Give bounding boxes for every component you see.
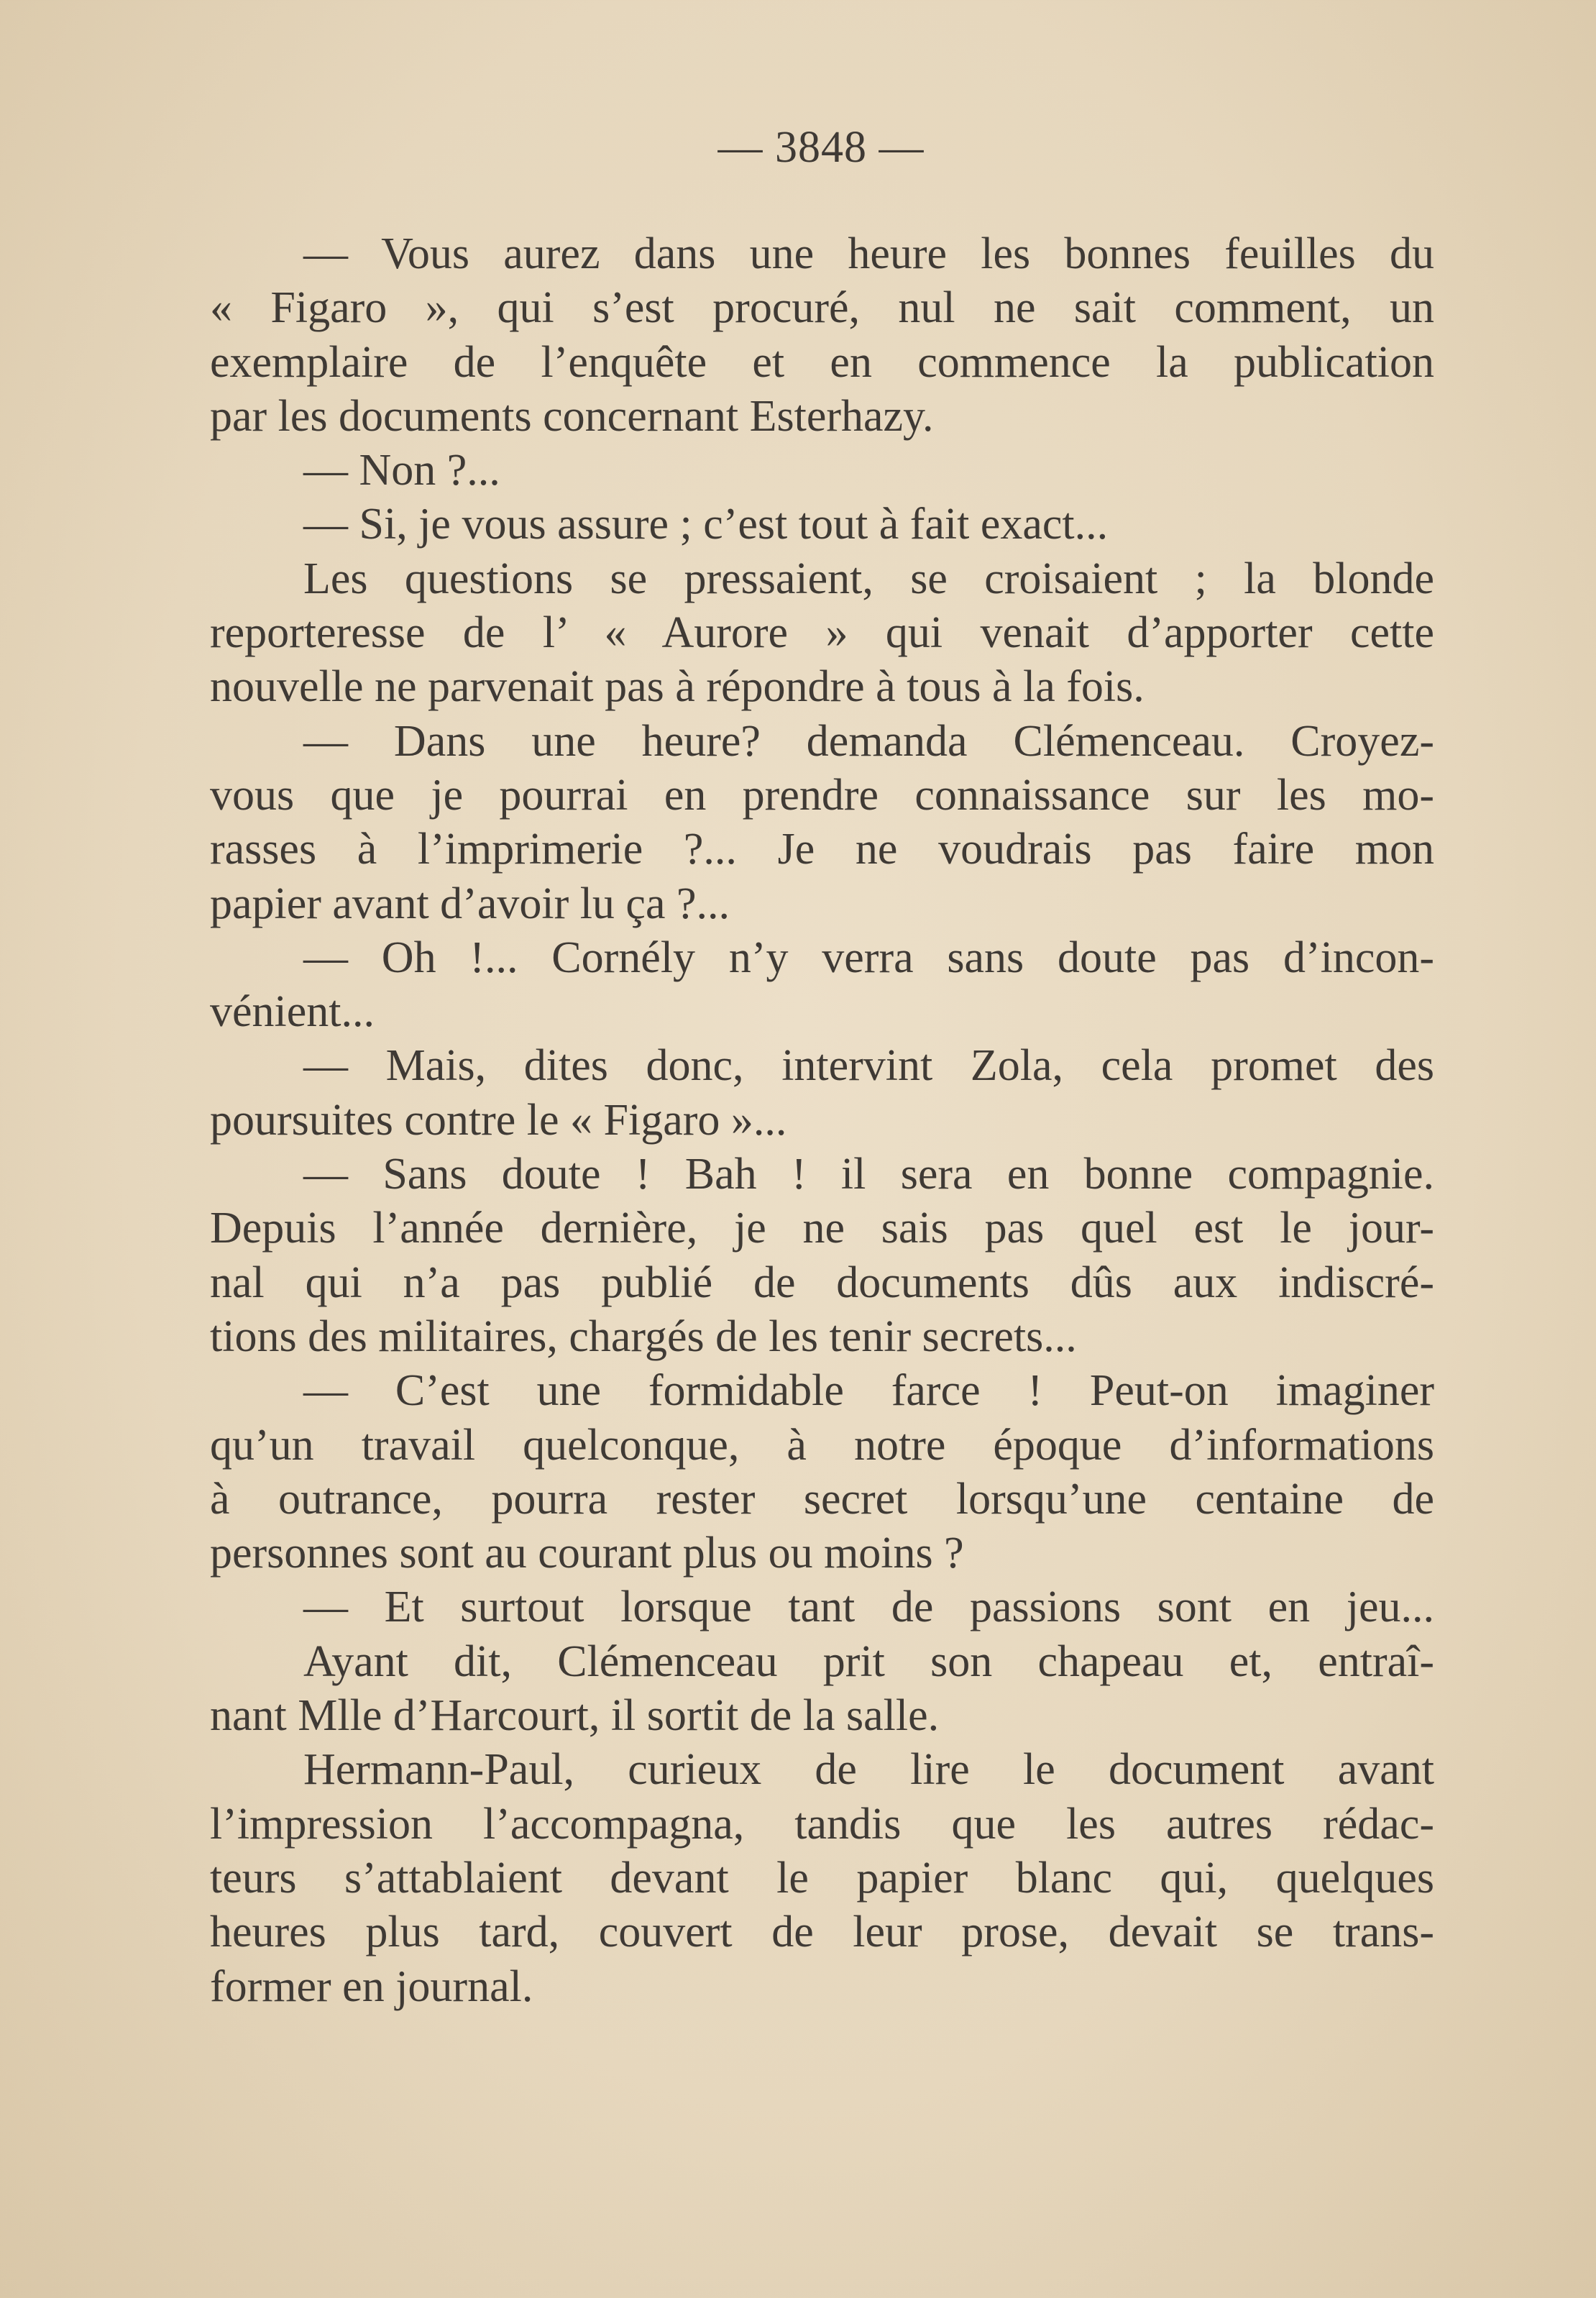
- text-line: papier avant d’avoir lu ça ?...: [210, 879, 730, 928]
- text-line: tions des militaires, chargés de les tenir secrets...: [210, 1311, 1077, 1361]
- text-line: Ayant dit, Clémenceau prit son chapeau et, entraî-: [303, 1636, 1434, 1686]
- text-line: — Non ?...: [303, 446, 500, 495]
- text-line: à outrance, pourra rester secret lorsqu’une centaine de: [210, 1474, 1434, 1524]
- text-line: par les documents concernant Esterhazy.: [210, 391, 934, 441]
- text-line: vous que je pourrai en prendre connaissance sur les mo-: [210, 770, 1434, 820]
- text-line: vénient...: [210, 987, 375, 1037]
- text-line: exemplaire de l’enquête et en commence la publication: [210, 337, 1434, 387]
- text-line: nouvelle ne parvenait pas à répondre à tous à la fois.: [210, 662, 1145, 712]
- text-line: — Si, je vous assure ; c’est tout à fait exact...: [303, 500, 1109, 549]
- page-number: — 3848 —: [717, 123, 925, 172]
- text-line: nant Mlle d’Harcourt, il sortit de la salle.: [210, 1691, 940, 1741]
- text-line: — Oh !... Cornély n’y verra sans doute pas d’incon-: [303, 933, 1434, 982]
- text-line: l’impression l’accompagna, tandis que les autres rédac-: [210, 1799, 1434, 1849]
- text-line: personnes sont au courant plus ou moins ?: [210, 1529, 964, 1578]
- text-line: — Sans doute ! Bah ! il sera en bonne compagnie.: [303, 1150, 1434, 1199]
- text-line: rasses à l’imprimerie ?... Je ne voudrais pas faire mon: [210, 825, 1434, 874]
- text-line: Les questions se pressaient, se croisaient ; la blonde: [303, 554, 1434, 603]
- text-line: former en journal.: [210, 1961, 533, 2011]
- text-line: — Mais, dites donc, intervint Zola, cela promet des: [303, 1041, 1434, 1091]
- text-line: — Vous aurez dans une heure les bonnes feuilles du: [303, 229, 1434, 278]
- text-line: poursuites contre le « Figaro »...: [210, 1095, 787, 1145]
- text-line: — Et surtout lorsque tant de passions sont en jeu...: [303, 1583, 1434, 1632]
- text-line: — C’est une formidable farce ! Peut-on imaginer: [303, 1366, 1434, 1416]
- text-line: nal qui n’a pas publié de documents dûs aux indiscré-: [210, 1258, 1434, 1307]
- text-line: — Dans une heure? demanda Clémenceau. Croyez-: [303, 716, 1434, 766]
- text-line: « Figaro », qui s’est procuré, nul ne sait comment, un: [210, 283, 1434, 333]
- text-line: Hermann-Paul, curieux de lire le document avant: [303, 1745, 1434, 1795]
- text-line: Depuis l’année dernière, je ne sais pas quel est le jour-: [210, 1204, 1434, 1253]
- text-line: teurs s’attablaient devant le papier blanc qui, quelques: [210, 1853, 1434, 1903]
- text-line: heures plus tard, couvert de leur prose, devait se trans-: [210, 1908, 1434, 1957]
- text-line: reporteresse de l’ « Aurore » qui venait d’apporter cette: [210, 608, 1434, 658]
- body-text: [210, 227, 1434, 2014]
- text-line: qu’un travail quelconque, à notre époque d’informations: [210, 1420, 1434, 1470]
